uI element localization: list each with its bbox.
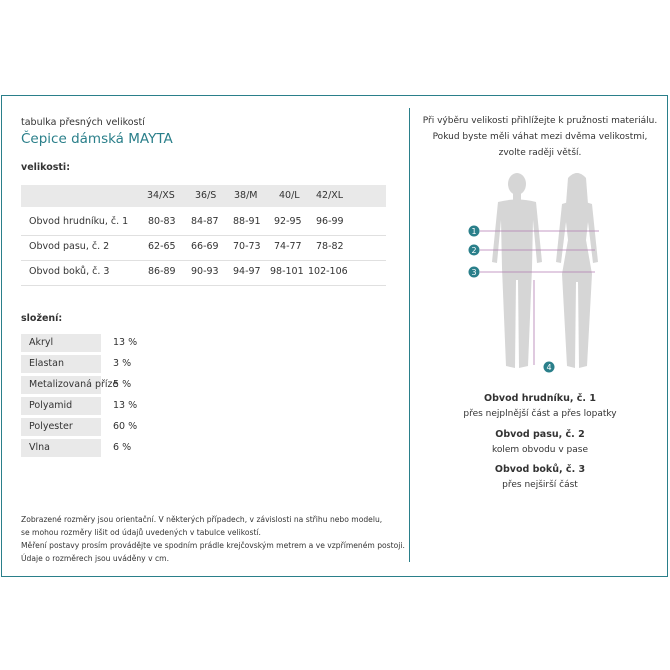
svg-text:3: 3 — [471, 268, 477, 277]
size-advice — [420, 113, 660, 161]
row-divider — [21, 260, 386, 261]
body-measurement-figure — [462, 170, 620, 380]
marker-4 — [544, 362, 555, 373]
composition-percent: 13 % — [113, 337, 138, 348]
product-title: Čepice dámská MAYTA — [21, 131, 173, 147]
composition-material: Vlna — [21, 439, 101, 457]
composition-percent: 60 % — [113, 421, 138, 432]
composition-percent: 13 % — [113, 400, 138, 411]
size-row-label: Obvod boků, č. 3 — [29, 266, 110, 277]
composition-material: Elastan — [21, 355, 101, 373]
advice-line: zvolte raději větší. — [498, 148, 582, 158]
size-cell: 92-95 — [274, 216, 302, 227]
size-cell: 70-73 — [233, 241, 261, 252]
size-cell: 74-77 — [274, 241, 302, 252]
composition-material: Polyamid — [21, 397, 101, 415]
composition-material: Akryl — [21, 334, 101, 352]
advice-line: Při výběru velikosti přihlížejte k pružnosti materiálu. — [422, 116, 658, 126]
row-divider — [21, 235, 386, 236]
size-cell: 98-101 — [270, 266, 304, 277]
size-row-label: Obvod hrudníku, č. 1 — [29, 216, 129, 227]
sizes-label: velikosti: — [21, 162, 70, 173]
size-column-header: 40/L — [279, 190, 300, 201]
size-row-label: Obvod pasu, č. 2 — [29, 241, 110, 252]
size-cell: 84-87 — [191, 216, 219, 227]
measure-description: přes nejplnější část a přes lopatky — [463, 409, 617, 419]
measure-title: Obvod boků, č. 3 — [494, 464, 586, 475]
size-cell: 90-93 — [191, 266, 219, 277]
note-line: Údaje o rozměrech jsou uváděny v cm. — [21, 554, 169, 563]
measure-title: Obvod hrudníku, č. 1 — [484, 393, 596, 404]
size-cell: 78-82 — [316, 241, 344, 252]
column-divider — [409, 108, 410, 562]
advice-line: Pokud byste měli váhat mezi dvěma velikostmi, — [432, 132, 648, 142]
composition-material: Polyester — [21, 418, 101, 436]
size-cell: 66-69 — [191, 241, 219, 252]
chart-subtitle: tabulka přesných velikostí — [21, 117, 145, 128]
size-cell: 80-83 — [148, 216, 176, 227]
composition-material: Metalizovaná příze — [21, 376, 101, 394]
marker-1 — [469, 226, 480, 237]
svg-text:4: 4 — [546, 363, 552, 372]
note-line: Měření postavy prosím provádějte ve spodním prádle krejčovským metrem a ve vzpřímeném postoji. — [21, 541, 405, 550]
size-column-header: 38/M — [234, 190, 258, 201]
size-cell: 102-106 — [308, 266, 348, 277]
male-silhouette — [492, 173, 542, 368]
size-cell: 94-97 — [233, 266, 261, 277]
size-cell: 96-99 — [316, 216, 344, 227]
size-column-header: 42/XL — [316, 190, 344, 201]
size-cell: 62-65 — [148, 241, 176, 252]
row-divider — [21, 285, 386, 286]
composition-percent: 6 % — [113, 442, 132, 453]
marker-2 — [469, 245, 480, 256]
size-cell: 88-91 — [233, 216, 261, 227]
marker-3 — [469, 267, 480, 278]
note-line: Zobrazené rozměry jsou orientační. V některých případech, v závislosti na střihu nebo modelu, — [21, 515, 383, 524]
note-line: se mohou rozměry lišit od údajů uvedených v tabulce velikostí. — [21, 528, 261, 537]
composition-percent: 3 % — [113, 358, 132, 369]
measure-title: Obvod pasu, č. 2 — [495, 429, 585, 440]
svg-text:1: 1 — [471, 227, 477, 236]
measure-description: kolem obvodu v pase — [491, 445, 589, 455]
size-cell: 86-89 — [148, 266, 176, 277]
size-column-header: 36/S — [195, 190, 217, 201]
female-silhouette — [556, 173, 598, 368]
measure-description: přes nejširší část — [502, 480, 578, 490]
composition-percent: 5 % — [113, 379, 132, 390]
composition-label: složení: — [21, 313, 63, 324]
size-column-header: 34/XS — [147, 190, 175, 201]
svg-text:2: 2 — [471, 246, 477, 255]
